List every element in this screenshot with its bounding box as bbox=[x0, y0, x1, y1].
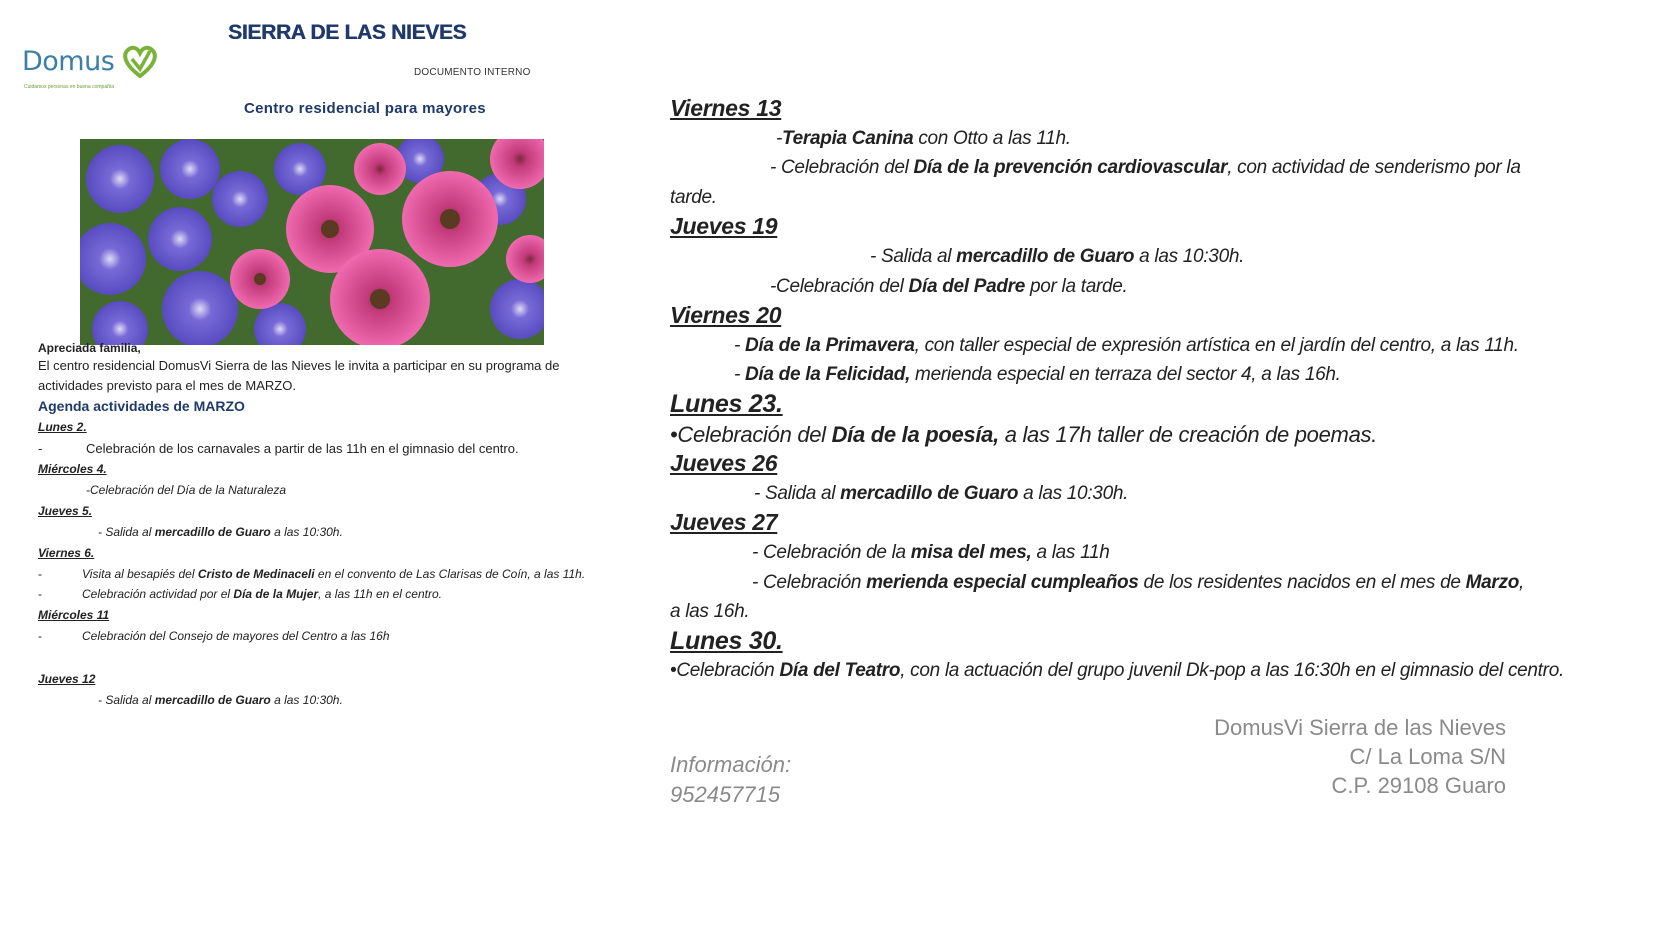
v20-line-2 bbox=[734, 360, 1620, 390]
j19-l2-bold: Día del Padre bbox=[908, 275, 1026, 297]
jueves-12-bold: mercadillo de Guaro bbox=[154, 693, 271, 707]
day-lunes-30: Lunes 30. bbox=[670, 626, 783, 655]
viernes-6-item1-bold: Cristo de Medinaceli bbox=[197, 567, 315, 581]
day-lunes-23: Lunes 23. bbox=[670, 389, 783, 418]
domusvi-logo bbox=[22, 46, 115, 90]
v20-l2-bold: Día de la Felicidad, bbox=[745, 364, 911, 386]
address-line-2: C/ La Loma S/N bbox=[1349, 744, 1506, 769]
info-block bbox=[670, 750, 791, 810]
day-miercoles-11: Miércoles 11 bbox=[38, 608, 110, 622]
lunes-2-text: Celebración de los carnavales a partir de las 11h en el gimnasio del centro. bbox=[85, 441, 519, 456]
viernes-6-item1-pre: Visita al besapiés del bbox=[82, 567, 198, 581]
intro-text: El centro residencial DomusVi Sierra de las Nieves le invita a participar en su programa de actividades previsto para el mes de MARZO. bbox=[38, 358, 560, 393]
dash: - bbox=[38, 567, 42, 581]
jueves-12-item bbox=[98, 690, 638, 711]
flowers-image bbox=[80, 139, 544, 345]
v13-line-2 bbox=[770, 153, 1620, 183]
miercoles-11-text: Celebración del Consejo de mayores del Centro a las 16h bbox=[82, 629, 390, 643]
document-label: DOCUMENTO INTERNO bbox=[414, 67, 531, 78]
jueves-5-pre: - Salida al bbox=[98, 525, 155, 539]
l30-post: , con la actuación del grupo juvenil Dk-pop a las 16:30h en el gimnasio del centro. bbox=[900, 660, 1564, 682]
j27-l2-post: , bbox=[1519, 571, 1525, 593]
v20-l1-post: , con taller especial de expresión artística en el jardín del centro, a las 11h. bbox=[914, 334, 1519, 356]
j27-l2-bold: merienda especial cumpleaños bbox=[866, 571, 1139, 593]
j27-l1-pre: - Celebración de la bbox=[752, 541, 911, 563]
day-jueves-26: Jueves 26 bbox=[670, 450, 778, 477]
v20-l1-bold: Día de la Primavera bbox=[745, 334, 915, 356]
v20-l1-pre: - bbox=[734, 334, 746, 356]
viernes-6-item2-post: , a las 11h en el centro. bbox=[318, 587, 442, 601]
heart-icon bbox=[120, 42, 160, 82]
j27-line-2 bbox=[752, 568, 1620, 598]
day-viernes-6: Viernes 6. bbox=[38, 546, 95, 560]
v20-l2-pre: - bbox=[734, 364, 746, 386]
address-line-3: C.P. 29108 Guaro bbox=[1331, 773, 1506, 798]
l23-line bbox=[670, 420, 1620, 450]
miercoles-11-item bbox=[38, 626, 638, 647]
j19-l1-post: a las 10:30h. bbox=[1134, 245, 1245, 267]
l30-bold: Día del Teatro bbox=[779, 660, 901, 682]
phone-number: 952457715 bbox=[670, 782, 781, 807]
dash: - bbox=[38, 441, 43, 456]
agenda-title: Agenda actividades de MARZO bbox=[38, 398, 245, 414]
viernes-6-item1-post: en el convento de Las Clarisas de Coín, a las 11h. bbox=[314, 567, 586, 581]
j19-l2-post: por la tarde. bbox=[1025, 275, 1128, 297]
j19-l2-pre: -Celebración del bbox=[770, 275, 909, 297]
j27-l2-bold2: Marzo bbox=[1465, 571, 1520, 593]
jueves-5-item bbox=[98, 522, 638, 543]
j27-line-3: a las 16h. bbox=[670, 601, 750, 623]
lunes-2-item bbox=[38, 438, 638, 459]
day-jueves-19: Jueves 19 bbox=[670, 213, 778, 240]
j27-l1-bold: misa del mes, bbox=[910, 541, 1032, 563]
viernes-6-item2-pre: Celebración actividad por el bbox=[82, 587, 234, 601]
v13-line-3: tarde. bbox=[670, 186, 717, 208]
left-column bbox=[38, 340, 638, 711]
j26-post: a las 10:30h. bbox=[1018, 482, 1129, 504]
dash: - bbox=[38, 587, 42, 601]
j26-pre: - Salida al bbox=[754, 482, 841, 504]
jueves-12-post: a las 10:30h. bbox=[270, 693, 343, 707]
v13-line-1 bbox=[776, 124, 1620, 154]
right-column bbox=[670, 94, 1620, 686]
day-jueves-27: Jueves 27 bbox=[670, 509, 778, 536]
viernes-6-item2-bold: Día de la Mujer bbox=[233, 587, 319, 601]
l30-line bbox=[670, 656, 1610, 686]
flowers-photo bbox=[80, 139, 544, 345]
v13-l1-post: con Otto a las 11h. bbox=[913, 127, 1071, 149]
v13-l1-bold: Terapia Canina bbox=[782, 127, 914, 149]
day-miercoles-4: Miércoles 4. bbox=[38, 462, 107, 476]
logo-text: Domus bbox=[22, 46, 115, 77]
j19-l1-pre: - Salida al bbox=[870, 245, 957, 267]
l23-post: a las 17h taller de creación de poemas. bbox=[998, 421, 1378, 447]
day-jueves-5: Jueves 5. bbox=[38, 504, 93, 518]
day-jueves-12: Jueves 12 bbox=[38, 672, 96, 686]
viernes-6-item-1 bbox=[38, 564, 638, 584]
subtitle: Centro residencial para mayores bbox=[244, 100, 486, 117]
j27-line-1 bbox=[752, 538, 1620, 568]
l23-pre: •Celebración del bbox=[670, 421, 832, 447]
v20-line-1 bbox=[734, 331, 1620, 361]
v13-l2-bold: Día de la prevención cardiovascular bbox=[913, 157, 1228, 179]
logo-tagline: Cuidamos personas en buena compañía bbox=[24, 84, 115, 90]
day-viernes-13: Viernes 13 bbox=[670, 95, 782, 121]
spacer bbox=[38, 647, 638, 669]
j19-line-1 bbox=[870, 242, 1620, 272]
j26-line bbox=[754, 479, 1620, 509]
jueves-5-post: a las 10:30h. bbox=[270, 525, 343, 539]
v20-l2-post: merienda especial en terraza del sector 4, a las 16h. bbox=[910, 364, 1341, 386]
jueves-5-bold: mercadillo de Guaro bbox=[154, 525, 271, 539]
l23-bold: Día de la poesía, bbox=[831, 421, 999, 447]
j27-l1-post: a las 11h bbox=[1031, 541, 1110, 563]
day-viernes-20: Viernes 20 bbox=[670, 302, 782, 329]
address-line-1: DomusVi Sierra de las Nieves bbox=[1214, 715, 1506, 740]
v13-l1-pre: - bbox=[776, 127, 783, 149]
greeting: Apreciada familia, bbox=[38, 341, 141, 355]
j19-l1-bold: mercadillo de Guaro bbox=[956, 245, 1135, 267]
j27-l2-pre: - Celebración bbox=[752, 571, 867, 593]
miercoles-4-text: -Celebración del Día de la Naturaleza bbox=[86, 483, 287, 497]
j27-l2-mid: de los residentes nacidos en el mes de bbox=[1138, 571, 1466, 593]
l30-pre: •Celebración bbox=[670, 660, 780, 682]
j19-line-2 bbox=[770, 272, 1620, 302]
jueves-12-pre: - Salida al bbox=[98, 693, 155, 707]
j26-bold: mercadillo de Guaro bbox=[840, 482, 1019, 504]
day-lunes-2: Lunes 2. bbox=[38, 420, 87, 434]
page-title: SIERRA DE LAS NIEVES bbox=[228, 21, 467, 44]
v13-l2-pre: - Celebración del bbox=[770, 157, 914, 179]
viernes-6-item-2 bbox=[38, 584, 638, 605]
dash: - bbox=[38, 629, 42, 643]
v13-l2-post: , con actividad de senderismo por la bbox=[1227, 157, 1521, 179]
info-label: Información: bbox=[670, 752, 792, 777]
address-block bbox=[1150, 713, 1506, 800]
